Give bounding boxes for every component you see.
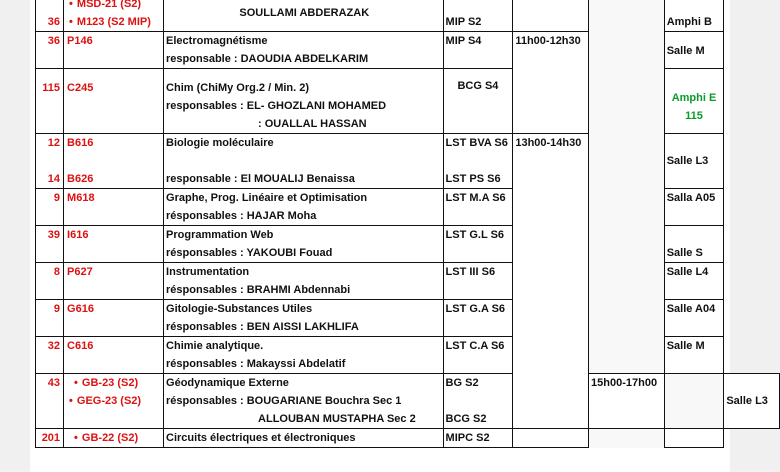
responsible-line: ALLOUBAN MUSTAPHA Sec 2 <box>258 413 416 425</box>
filiere-cell <box>443 69 513 134</box>
responsible-line: résponsables : BRAHMI Abdennabi <box>166 284 351 296</box>
count-cell <box>36 69 64 134</box>
course-code-cell <box>64 69 164 134</box>
responsible-line: : OUALLAL HASSAN <box>258 118 367 130</box>
column-gap <box>589 32 665 69</box>
course-title-cell <box>164 429 444 448</box>
filiere-cell <box>443 300 513 337</box>
room-value <box>665 0 724 13</box>
time-cell <box>513 32 589 134</box>
filiere-value: BCG S2 <box>445 413 487 425</box>
time-slot: 15h00-17h00 <box>591 377 658 389</box>
course-title: Chim (ChiMy Org.2 / Min. 2) <box>166 82 310 94</box>
count-cell <box>36 374 64 429</box>
column-gap <box>589 189 665 226</box>
table-row <box>36 429 780 448</box>
room-cell <box>664 429 724 448</box>
table-row <box>36 300 780 337</box>
count-cell <box>36 134 64 189</box>
responsible-line: responsables : EL- GHOZLANI MOHAMED <box>166 100 387 112</box>
course-code-cell <box>64 189 164 226</box>
time-cell <box>513 429 589 448</box>
room-value: Amphi B <box>666 16 712 28</box>
course-code: • M123 (S2 MIP) <box>64 13 163 31</box>
count-cell <box>36 32 64 69</box>
column-gap <box>589 300 665 337</box>
time-slot: 13h00-14h30 <box>515 137 582 149</box>
filiere-cell <box>443 374 513 429</box>
filiere-cell <box>443 134 513 189</box>
table-row <box>36 0 780 32</box>
course-title: Gitologie-Substances Utiles <box>166 303 313 315</box>
room-cell <box>664 300 724 337</box>
filiere-cell <box>443 429 513 448</box>
room-cell <box>664 0 724 32</box>
course-code: C616 <box>67 340 94 352</box>
count-value: 36 <box>47 35 61 47</box>
course-title: Graphe, Prog. Linéaire et Optimisation <box>166 192 368 204</box>
course-code: P146 <box>67 35 93 47</box>
room-value: Salle L3 <box>666 155 709 167</box>
responsible-line: résponsables : Makayssi Abdelatif <box>166 358 346 370</box>
room-value: Salla A05 <box>666 192 716 204</box>
time-cell <box>513 134 589 429</box>
room-value: Amphi E <box>671 92 717 104</box>
filiere-value: MIP S4 <box>445 35 482 47</box>
count-value: 32 <box>47 340 61 352</box>
room-cell <box>664 337 724 374</box>
course-code: I616 <box>67 229 89 241</box>
room-value: 115 <box>685 110 703 122</box>
room-value: Salle M <box>666 340 705 352</box>
table-row <box>36 69 780 134</box>
count-cell <box>36 300 64 337</box>
course-title: Electromagnétisme <box>166 35 268 47</box>
count-value: 8 <box>53 266 61 278</box>
filiere-value: LST G.A S6 <box>445 303 506 315</box>
course-code-cell <box>64 337 164 374</box>
course-code: B626 <box>67 173 94 185</box>
responsible-line: responsable : DAOUDIA ABDELKARIM <box>166 53 369 65</box>
column-gap <box>589 0 665 32</box>
course-code-cell <box>64 263 164 300</box>
count-value <box>36 0 63 13</box>
course-code-cell <box>64 374 164 429</box>
table-row <box>36 32 780 69</box>
room-cell <box>664 134 724 189</box>
column-gap <box>589 134 665 189</box>
course-title-cell <box>164 69 444 134</box>
filiere-value: LST PS S6 <box>445 173 501 185</box>
course-title: Instrumentation <box>166 266 250 278</box>
count-cell <box>36 226 64 263</box>
course-title-cell <box>164 226 444 263</box>
filiere-value: LST III S6 <box>445 266 496 278</box>
course-code: M618 <box>67 192 95 204</box>
table-row <box>36 374 780 429</box>
course-title-cell <box>164 300 444 337</box>
responsible-line: résponsables : BOUGARIANE Bouchra Sec 1 <box>166 395 402 407</box>
course-title: Circuits électriques et électroniques <box>166 432 356 444</box>
schedule-table <box>35 0 780 448</box>
time-cell <box>513 0 589 32</box>
course-title-cell <box>164 189 444 226</box>
column-gap <box>664 374 724 429</box>
course-title-cell <box>164 263 444 300</box>
count-value: 9 <box>53 192 61 204</box>
room-value: Salle M <box>666 45 705 57</box>
count-cell <box>36 0 64 32</box>
room-cell <box>664 226 724 263</box>
filiere-value: BG S2 <box>445 377 479 389</box>
course-code: P627 <box>67 266 93 278</box>
count-cell <box>36 189 64 226</box>
count-cell <box>36 429 64 448</box>
course-title-cell <box>164 32 444 69</box>
course-code: • GB-22 (S2) <box>64 429 163 447</box>
room-cell <box>664 69 724 134</box>
filiere-value: LST BVA S6 <box>445 137 508 149</box>
table-row <box>36 134 780 189</box>
filiere-cell <box>443 0 513 32</box>
filiere-value: BCG S4 <box>457 80 499 92</box>
count-value: 39 <box>47 229 61 241</box>
filiere-cell <box>443 337 513 374</box>
filiere-value: MIPC S2 <box>445 432 490 444</box>
table-row <box>36 189 780 226</box>
filiere-value: LST G.L S6 <box>445 229 505 241</box>
filiere-value: MIP S2 <box>445 16 482 28</box>
filiere-cell <box>443 189 513 226</box>
time-slot: 11h00-12h30 <box>515 35 581 47</box>
table-row <box>36 263 780 300</box>
course-code: B616 <box>67 137 94 149</box>
course-title-cell <box>164 337 444 374</box>
room-value: Salle A04 <box>666 303 716 315</box>
course-title: Géodynamique Externe <box>166 377 289 389</box>
filiere-cell <box>443 226 513 263</box>
course-code: G616 <box>67 303 94 315</box>
column-gap <box>589 337 665 374</box>
count-value: 36 <box>47 16 61 28</box>
course-code-cell <box>64 226 164 263</box>
column-gap <box>589 69 665 134</box>
filiere-value: LST M.A S6 <box>445 192 506 204</box>
course-title: Biologie moléculaire <box>166 137 274 149</box>
count-value: 9 <box>53 303 61 315</box>
room-cell <box>664 189 724 226</box>
responsible-line: résponsables : BEN AISSI LAKHLIFA <box>166 321 359 333</box>
course-code: • GEG-23 (S2) <box>64 392 163 410</box>
responsible-line: résponsables : YAKOUBI Fouad <box>166 247 333 259</box>
table-row <box>36 226 780 263</box>
filiere-value: LST C.A S6 <box>445 340 505 352</box>
filiere-cell <box>443 263 513 300</box>
course-title: Chimie analytique. <box>166 340 264 352</box>
course-code-cell <box>64 134 164 189</box>
course-title-cell <box>164 134 444 189</box>
count-value: 43 <box>47 377 61 389</box>
room-cell <box>724 374 780 429</box>
responsible-line: responsable : El MOUALIJ Benaissa <box>166 173 355 185</box>
count-value: 115 <box>42 82 61 94</box>
course-code-cell <box>64 300 164 337</box>
filiere-value <box>444 0 513 13</box>
count-cell <box>36 263 64 300</box>
course-code: C245 <box>67 82 94 94</box>
time-cell <box>589 374 665 429</box>
count-cell <box>36 337 64 374</box>
count-value: 201 <box>41 432 61 444</box>
course-code-cell <box>64 32 164 69</box>
responsible-name: SOULLAMI ABDERAZAK <box>239 7 370 19</box>
count-value: 14 <box>47 173 61 185</box>
column-gap <box>589 429 665 448</box>
course-code: • GB-23 (S2) <box>64 374 163 392</box>
room-value: Salle L3 <box>726 395 768 407</box>
course-code-cell <box>64 429 164 448</box>
room-value: Salle L4 <box>666 266 709 278</box>
filiere-cell <box>443 32 513 69</box>
course-title-cell <box>164 0 444 32</box>
count-value: 12 <box>47 137 61 149</box>
room-value: Salle S <box>666 247 703 259</box>
column-gap <box>589 226 665 263</box>
column-gap <box>589 263 665 300</box>
table-row <box>36 337 780 374</box>
course-title-cell <box>164 374 444 429</box>
course-title: Programmation Web <box>166 229 274 241</box>
responsible-line: résponsables : HAJAR Moha <box>166 210 317 222</box>
course-code: • MSD-21 (S2) <box>64 0 163 13</box>
room-cell <box>664 263 724 300</box>
room-cell <box>664 32 724 69</box>
course-code-cell <box>64 0 164 32</box>
